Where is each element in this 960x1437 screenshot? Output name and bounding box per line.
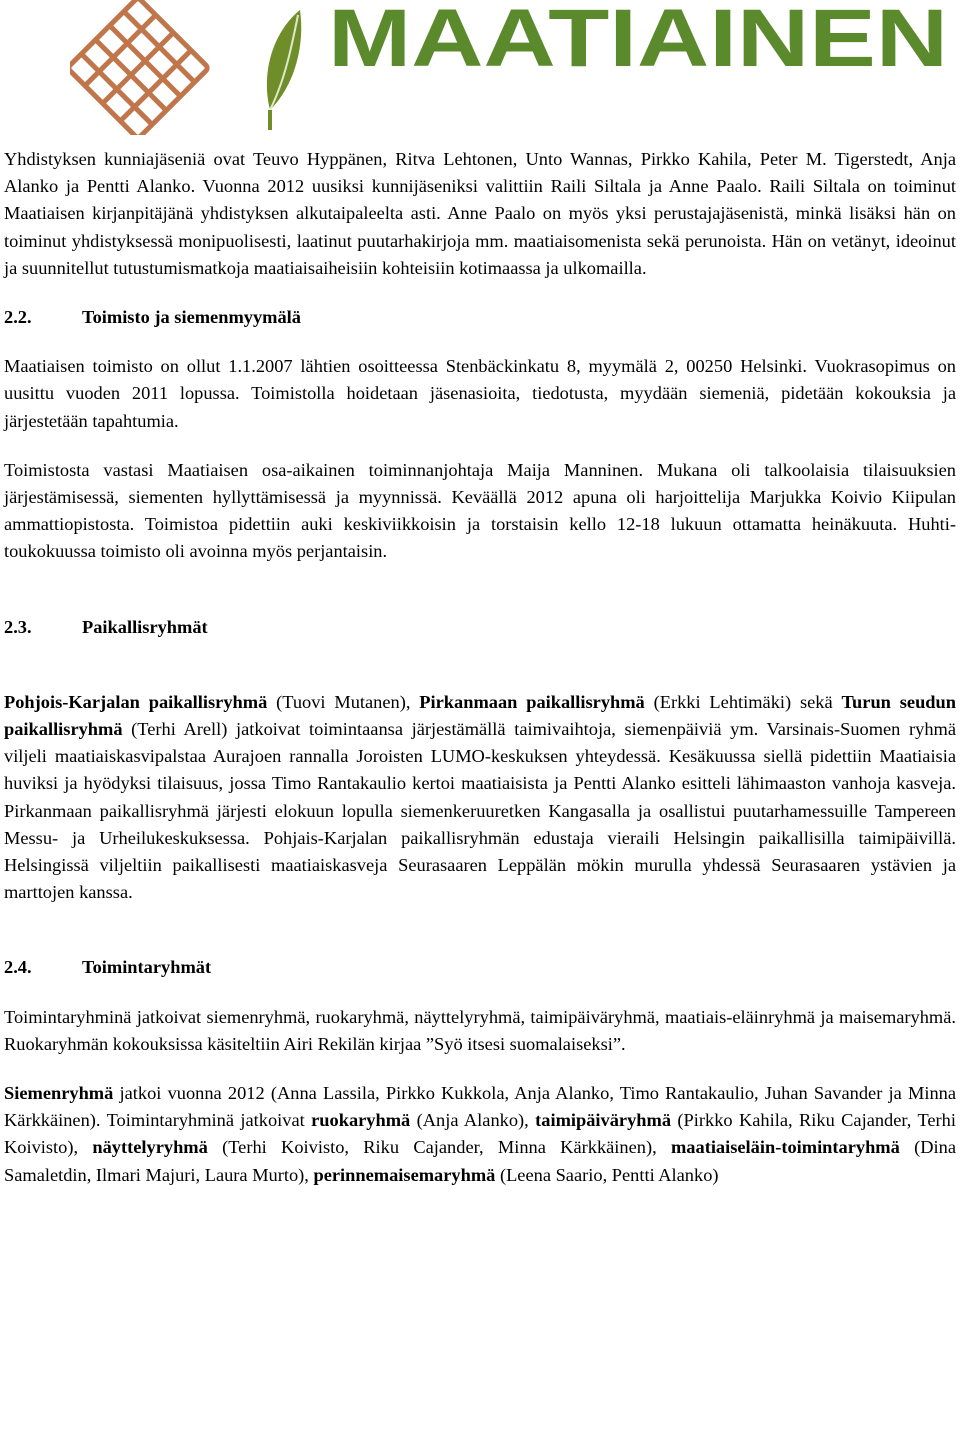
document-body xyxy=(4,146,956,1189)
section-heading-2-2 xyxy=(4,304,956,331)
section-number: 2.4. xyxy=(4,957,32,978)
section-title: Paikallisryhmät xyxy=(82,616,208,637)
section-heading-2-4 xyxy=(4,954,956,981)
section-heading-2-3 xyxy=(4,614,956,641)
group-name: näyttelyryhmä xyxy=(92,1137,208,1158)
intro-paragraph: Yhdistyksen kunniajäseniä ovat Teuvo Hyppänen, Ritva Lehtonen, Unto Wannas, Pirkko Kahila, Peter M. Tigerstedt, Anja Alanko ja Pentti Alanko. Vuonna 2012 uusiksi kunnijäseniksi valittiin Raili Siltala ja Anne Paalo. Raili Siltala on toiminut Maatiaisen kirjanpitäjänä yhdistyksen alkutaipaleelta asti. Anne Paalo on myös yksi perustajajäsenistä, minkä lisäksi hän on toiminut yhdistyksessä monipuolisesti, laatinut puutarhakirjoja mm. maatiaisomenista sekä perunoista. Hän on vetänyt, ideoinut ja suunnitellut tutustumismatkoja maatiaisaiheisiin kohteisiin kotimaassa ja ulkomailla. xyxy=(4,149,956,278)
action-groups-paragraph-1: Toimintaryhminä jatkoivat siemenryhmä, ruokaryhmä, näyttelyryhmä, taimipäiväryhmä, maatiais-eläinryhmä ja maisemaryhmä. Ruokaryhmän kokouksissa käsiteltiin Airi Rekilän kirjaa ”Syö itsesi suomalaiseksi”. xyxy=(4,1006,956,1054)
group-name: ruokaryhmä xyxy=(311,1110,411,1131)
group-name: Turun seudun paikallisryhmä xyxy=(4,691,956,740)
action-groups-paragraph-2: Siemenryhmä jatkoi vuonna 2012 (Anna Lassila, Pirkko Kukkola, Anja Alanko, Timo Rantakaulio, Juhan Savander ja Minna Kärkkäinen). Toimintaryhminä jatkoivat ruokaryhmä (Anja Alanko), taimipäiväryhmä (Pirkko Kahila, Riku Cajander, Terhi Koivisto), näyttelyryhmä (Terhi Koivisto, Riku Cajander, Minna Kärkkäinen), maatiaiseläin-toimintaryhmä (Dina Samaletdin, Ilmari Majuri, Laura Murto), perinnemaisemaryhmä (Leena Saario, Pentti Alanko) xyxy=(4,1083,956,1185)
office-paragraph-2: Toimistosta vastasi Maatiaisen osa-aikainen toiminnanjohtaja Maija Manninen. Mukana oli talkoolaisia tilaisuuksien järjestämisessä, siementen hyllyttämisessä ja myynnissä. Keväällä 2012 apuna oli harjoittelija Marjukka Koivio Kiipulan ammattiopistosta. Toimistoa pidettiin auki keskiviikkoisin ja torstaisin kello 12-18 lukuun ottamatta heinäkuuta. Huhti-toukokuussa toimisto oli avoinna myös perjantaisin. xyxy=(4,459,956,562)
local-groups-paragraph: Pohjois-Karjalan paikallisryhmä (Tuovi Mutanen), Pirkanmaan paikallisryhmä (Erkki Lehtimäki) sekä Turun seudun paikallisryhmä (Terhi Arell) jatkoivat toimintaansa järjestämällä taimivaihtoja, siemenpäiviä ym. Varsinais-Suomen ryhmä viljeli maatiaiskasvipalstaa Aurajoen rannalla Joroisten LUMO-keskuksen yhteydessä. Kesäkuussa siellä pidettiin Maatiaisia huviksi ja hyödyksi tilaisuus, jossa Timo Rantakaulio kertoi maatiaisista ja Pentti Alanko esitteli lähimaaston vanhoja kasveja. Pirkanmaan paikallisryhmä järjesti elokuun lopulla siemenkeruuretken Kangasalla ja osallistui puutarhamessuille Tampereen Messu- ja Urheilukeskuksessa. Pohjais-Karjalan paikallisryhmän edustaja vieraili Helsingin paikallisilla taimipäivillä. Helsingissä viljeltiin paikallisesti maatiaiskasveja Seurasaaren Leppälän mökin murulla yhdessä Seurasaaren ystävien ja marttojen kanssa. xyxy=(4,691,956,903)
section-title: Toimintaryhmät xyxy=(82,957,212,978)
logo-wordmark: MAATIAINEN xyxy=(328,0,948,84)
office-paragraph-1: Maatiaisen toimisto on ollut 1.1.2007 lähtien osoitteessa Stenbäckinkatu 8, myymälä 2, 00250 Helsinki. Vuokrasopimus on uusittu vuoden 2011 lopussa. Toimistolla hoidetaan jäsenasioita, tiedotusta, myydään siemeniä, pidetään kokouksia ja järjestetään tapahtumia. xyxy=(4,356,956,431)
maatiainen-logo xyxy=(70,0,960,135)
group-name: Pohjois-Karjalan paikallisryhmä xyxy=(4,691,268,712)
section-number: 2.2. xyxy=(4,307,32,328)
leaf-icon xyxy=(267,10,301,130)
group-name: maatiaiseläin-toimintaryhmä xyxy=(670,1137,900,1158)
group-name: taimipäiväryhmä xyxy=(535,1110,672,1131)
section-title: Toimisto ja siemenmyymälä xyxy=(82,307,301,328)
group-name: perinnemaisemaryhmä xyxy=(313,1164,496,1185)
group-name: Pirkanmaan paikallisryhmä xyxy=(419,691,645,712)
basket-mark-icon xyxy=(70,0,209,135)
group-name: Siemenryhmä xyxy=(4,1083,114,1104)
section-number: 2.3. xyxy=(4,616,32,637)
